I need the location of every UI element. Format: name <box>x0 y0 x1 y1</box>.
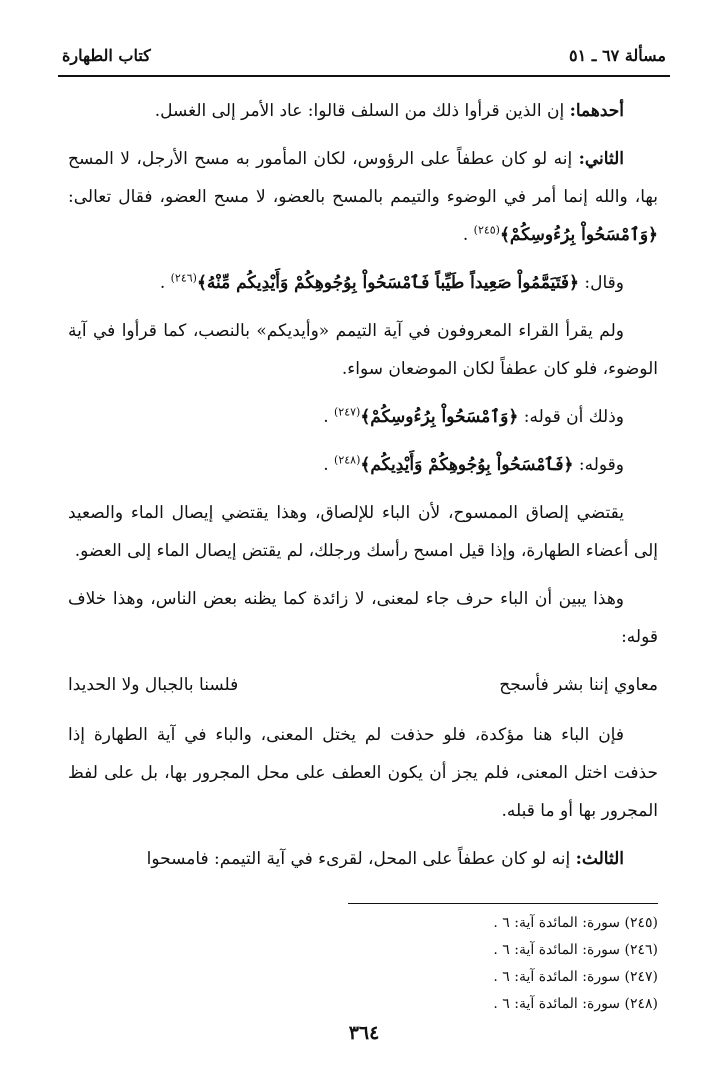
header-rule <box>58 75 670 77</box>
footnote-reference: (٢٤٧) <box>334 405 361 419</box>
quran-quote: ﴿فَٱمْسَحُواْ بِوُجُوهِكُمْ وَأَيْدِيكُم﴾ <box>360 455 574 475</box>
paragraph-readings <box>68 312 658 388</box>
paragraph-quote-faces <box>68 446 658 484</box>
paragraph-text: يقتضي إلصاق الممسوح، لأن الباء للإلصاق، وهذا يقتضي إيصال الماء والصعيد إلى أعضاء الطهارة، وإذا قيل امسح رأسك ورجلك، لم يقتض إيصال الماء إلى العضو. <box>68 503 658 561</box>
footnote-rule <box>348 903 658 904</box>
paragraph-text: ولم يقرأ القراء المعروفون في آية التيمم «وأيديكم» بالنصب، كما قرأوا في آية الوضوء، فلو كان عطفاً لكان الموضعان سواء. <box>68 321 658 379</box>
paragraph-end: . <box>159 273 171 293</box>
header-book-title: كتاب الطهارة <box>62 45 151 65</box>
footnote-reference: (٢٤٦) <box>170 271 197 285</box>
verse-second-hemistich: فلسنا بالجبال ولا الحديدا <box>68 675 239 695</box>
paragraph-end: . <box>323 407 334 427</box>
paragraph-text: إنه لو كان عطفاً على الرؤوس، لكان المأمور به مسح الأرجل، لا المسح بها، والله إنما أمر في الوضوء والتيمم بالمسح بالعضو، لا مسح العضو، فقال تعالى: <box>68 149 658 207</box>
paragraph-text: وقوله: <box>573 455 624 475</box>
paragraph-ba-meaning <box>68 580 658 656</box>
paragraph-text: إن الذين قرأوا ذلك من السلف قالوا: عاد الأمر إلى الغسل. <box>154 101 570 121</box>
poetry-verse <box>68 666 658 704</box>
paragraph-third <box>68 840 658 878</box>
paragraph-lead: أحدهما: <box>569 101 624 121</box>
paragraph-ilsaq <box>68 494 658 570</box>
footnote-246: (٢٤٦) سورة: المائدة آية: ٦ . <box>493 942 658 958</box>
paragraph-emphasis <box>68 716 658 830</box>
paragraph-text: فإن الباء هنا مؤكدة، فلو حذفت لم يختل المعنى، والباء في آية الطهارة إذا حذفت اختل المعنى، فلم يجز أن يكون العطف على محل المجرور بها، بل على لفظ المجرور بها أو ما قبله. <box>68 725 658 821</box>
main-text <box>68 92 658 888</box>
paragraph-text: إنه لو كان عطفاً على المحل، لقرىء في آية التيمم: فامسحوا <box>146 849 576 869</box>
header-issue-number: مسألة ٦٧ ـ ٥١ <box>569 45 666 65</box>
paragraph-text: وقال: <box>579 273 624 293</box>
footnote-reference: (٢٤٨) <box>334 453 361 467</box>
paragraph-end: . <box>323 455 335 475</box>
paragraph-text: وذلك أن قوله: <box>518 407 624 427</box>
quran-quote: ﴿فَتَيَمَّمُواْ صَعِيداً طَيِّباً فَٱمْسَحُواْ بِوُجُوهِكُمْ وَأَيْدِيكُم مِّنْهُ﴾ <box>196 273 579 293</box>
paragraph-end: . <box>462 225 474 245</box>
paragraph-lead: الثاني: <box>578 149 624 169</box>
running-header <box>62 40 666 70</box>
paragraph-first <box>68 92 658 130</box>
paragraph-lead: الثالث: <box>575 849 624 869</box>
quran-quote: ﴿وَٱمْسَحُواْ بِرُءُوسِكُمْ﴾ <box>360 407 519 427</box>
footnote-reference: (٢٤٥) <box>473 223 500 237</box>
paragraph-quote-heads <box>68 398 658 436</box>
footnote-245: (٢٤٥) سورة: المائدة آية: ٦ . <box>493 915 658 931</box>
paragraph-text: وهذا يبين أن الباء حرف جاء لمعنى، لا زائدة كما يظنه بعض الناس، وهذا خلاف قوله: <box>68 589 658 647</box>
paragraph-second <box>68 140 658 254</box>
footnote-247: (٢٤٧) سورة: المائدة آية: ٦ . <box>493 969 658 985</box>
paragraph-quote-tayammum <box>68 264 658 302</box>
quran-quote: ﴿وَٱمْسَحُواْ بِرُءُوسِكُمْ﴾ <box>499 225 658 245</box>
footnote-248: (٢٤٨) سورة: المائدة آية: ٦ . <box>493 996 658 1012</box>
verse-first-hemistich: معاوي إننا بشر فأسجح <box>499 675 658 695</box>
page-number: ٣٦٤ <box>348 1022 380 1044</box>
footnotes <box>278 910 658 1018</box>
